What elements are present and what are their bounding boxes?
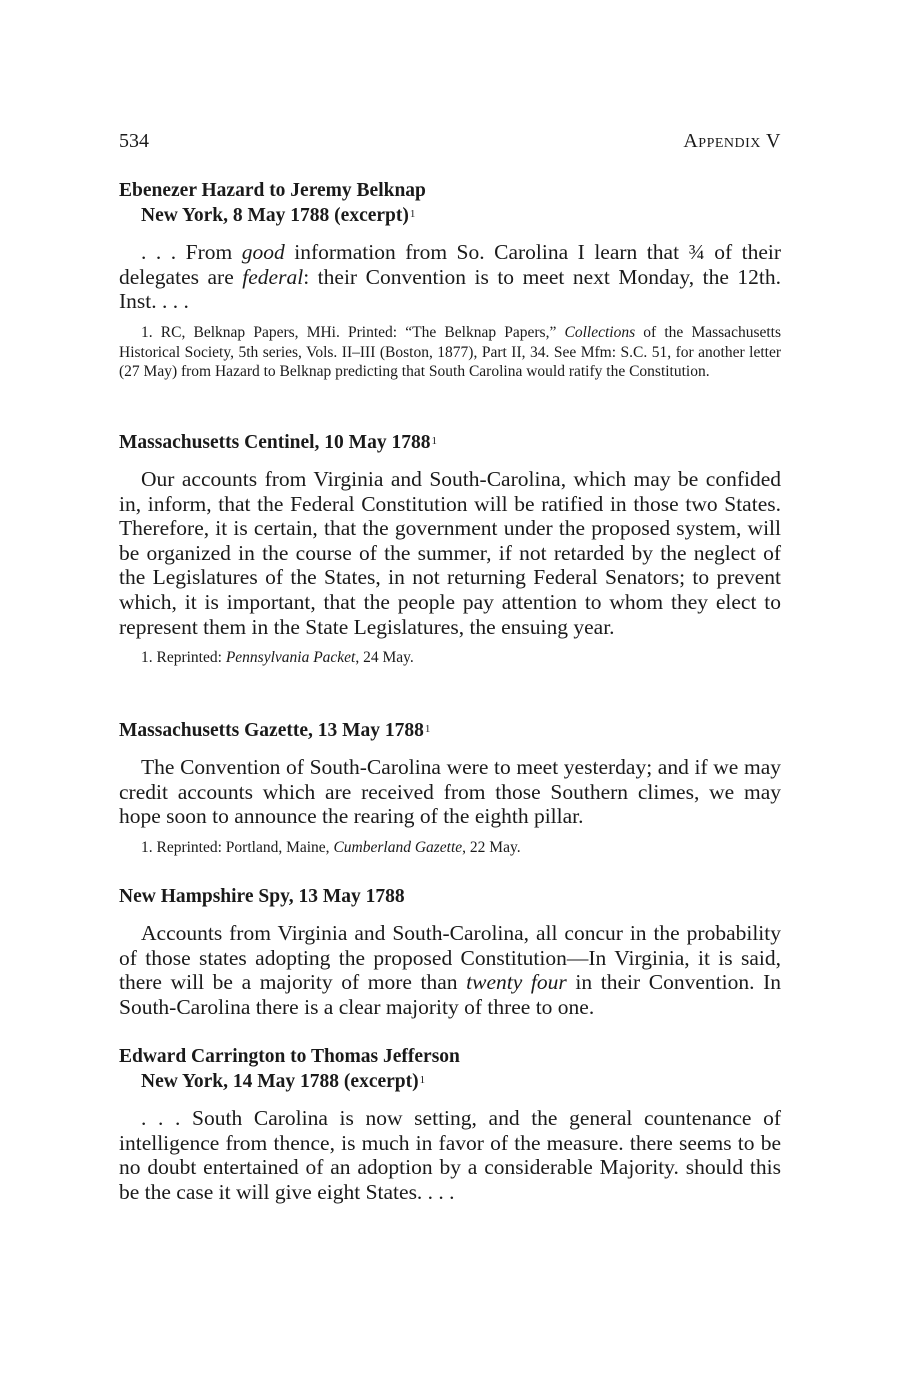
note-reference: 1 [409,208,416,220]
footnote: 1. RC, Belknap Papers, MHi. Printed: “The Belknap Papers,” Collections of the Massachusetts Historical Society, 5th series, Vols. II–III (Boston, 1877), Part II, 34. See Mfm: S.C. 51, for another letter (27 May) from Hazard to Belknap predicting that South Carolina would ratify the Constitution. [119,323,782,381]
document-heading: New Hampshire Spy, 13 May 1788 [119,886,405,907]
note-reference: 1 [424,723,431,735]
document-heading [119,1044,781,1094]
document-body: Accounts from Virginia and South-Carolina, all concur in the probability of those states adopting the proposed Constitution—In Virginia, it is said, there will be a majority of more than twenty four in their Convention. In South-Carolina there is a clear majority of three to one. [119,921,781,1019]
heading-line: Edward Carrington to Thomas Jefferson [119,1046,460,1067]
document-heading: Massachusetts Centinel, 10 May 1788$^1$ [119,432,437,453]
document-new-hampshire-spy [119,884,781,1019]
document-massachusetts-gazette [119,718,781,858]
heading-dateline: New York, 14 May 1788 (excerpt)$^1$ [141,1071,426,1092]
heading-dateline: New York, 8 May 1788 (excerpt)$^1$ [141,205,416,226]
document-body: Our accounts from Virginia and South-Carolina, which may be confided in, inform, that the Federal Constitution will be ratified in those two States. Therefore, it is certain, that the government under the proposed system, will be organized in the course of the summer, if not retarded by the neglect of the Legislatures of the States, in not returning Federal Senators; to prevent which, it is important, that the people pay attention to whom they elect to represent them in the State Legislatures, the ensuing year. [119,467,781,639]
page-number: 534 [119,130,149,152]
document-body: . . . South Carolina is now setting, and the general countenance of intelligence from thence, is much in favor of the measure. there seems to be no doubt entertained of an adoption by a considerable Majority. should this be the case it will give eight States. . . . [119,1106,781,1204]
document-hazard-belknap [119,178,781,382]
footnote: 1. Reprinted: Pennsylvania Packet, 24 May. [141,649,414,667]
note-reference: 1 [431,435,437,447]
running-title: Appendix V [683,130,781,152]
note-reference: 1 [419,1074,426,1086]
document-body: . . . From good information from So. Carolina I learn that ¾ of their delegates are federal: their Convention is to meet next Monday, the 12th. Inst. . . . [119,240,782,314]
document-carrington-jefferson [119,1044,781,1204]
running-head [119,128,781,154]
heading-line: Ebenezer Hazard to Jeremy Belknap [119,180,426,201]
document-heading: Massachusetts Gazette, 13 May 1788$^1$ [119,720,431,741]
document-body: The Convention of South-Carolina were to meet yesterday; and if we may credit accounts which are received from those Southern climes, we may hope soon to announce the rearing of the eighth pillar. [119,755,781,829]
footnote: 1. Reprinted: Portland, Maine, Cumberland Gazette, 22 May. [141,838,521,856]
document-heading [119,178,781,228]
document-massachusetts-centinel [119,430,781,668]
